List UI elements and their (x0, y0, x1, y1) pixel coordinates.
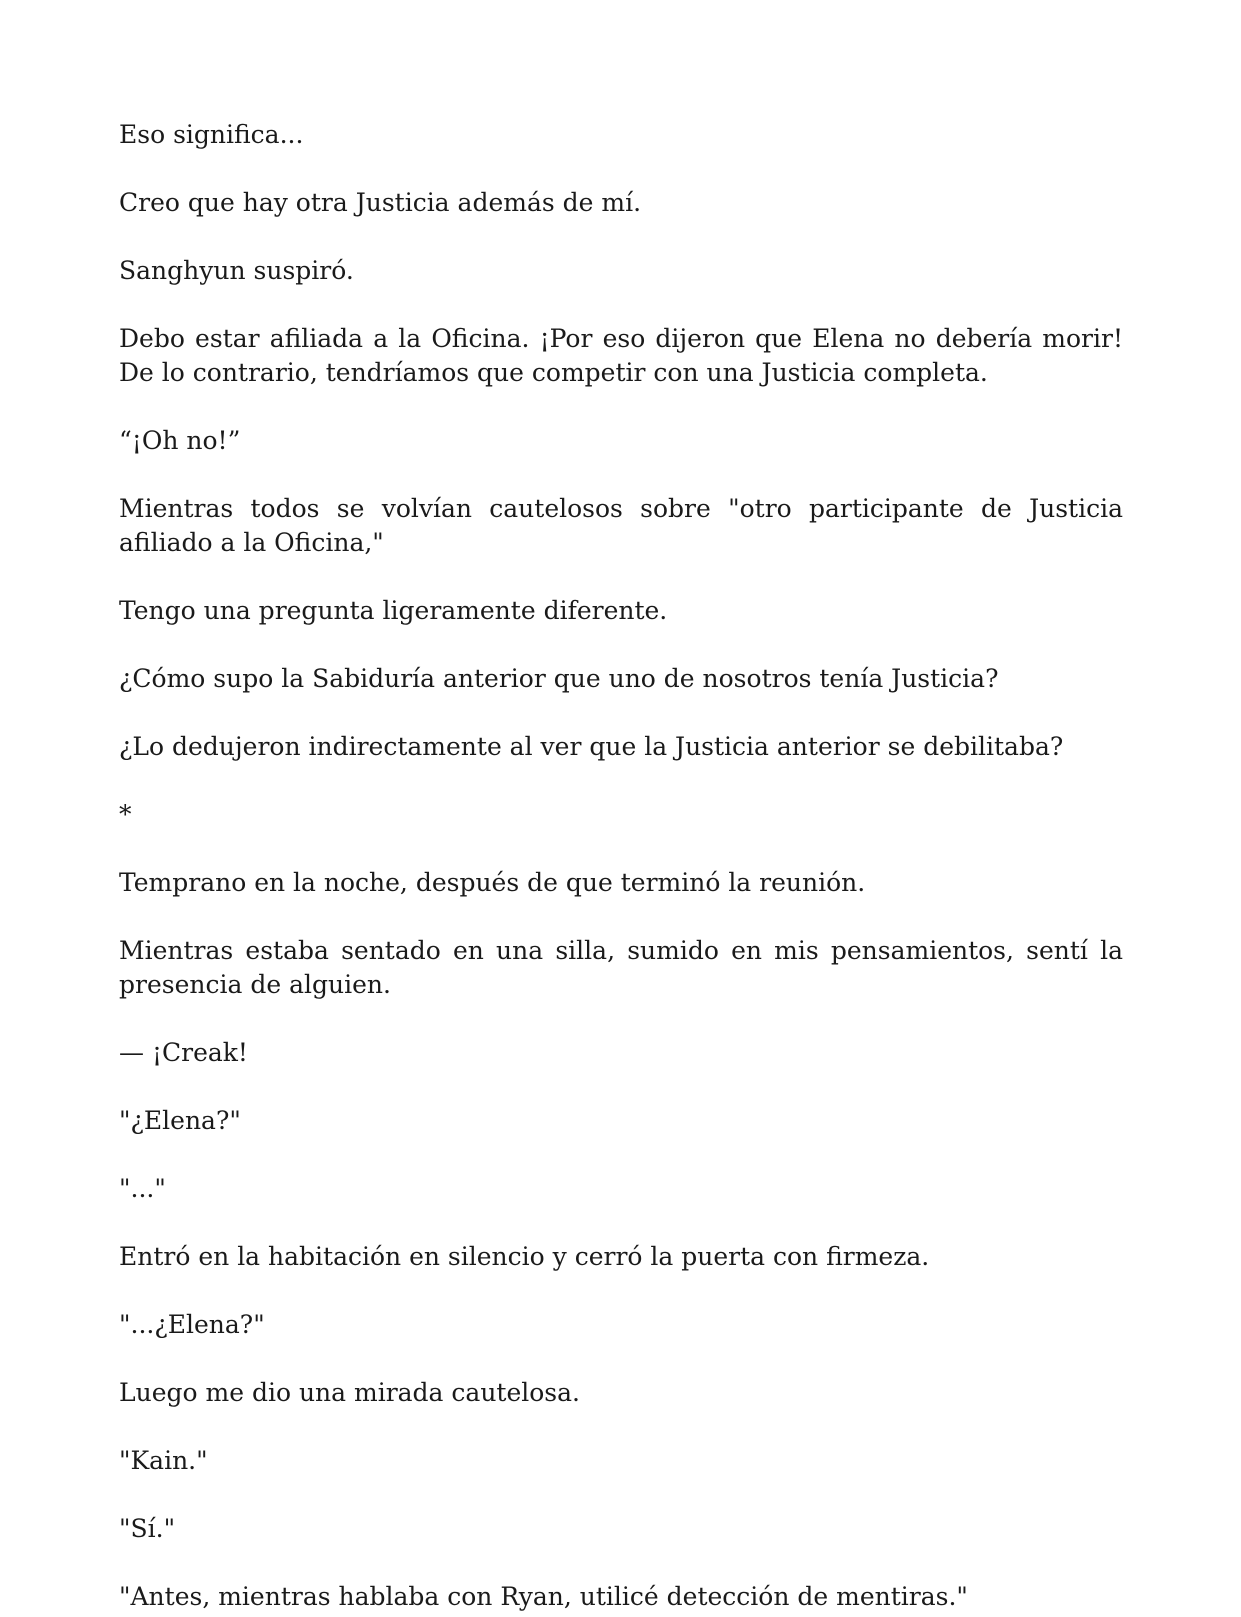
paragraph: "..." (119, 1174, 166, 1203)
paragraph: Entró en la habitación en silencio y cerró la puerta con firmeza. (119, 1242, 930, 1271)
paragraph: ¿Lo dedujeron indirectamente al ver que la Justicia anterior se debilitaba? (119, 732, 1064, 761)
paragraph: — ¡Creak! (119, 1038, 248, 1067)
paragraph: "Sí." (119, 1514, 176, 1543)
paragraph: Creo que hay otra Justicia además de mí. (119, 188, 642, 217)
paragraph: "Antes, mientras hablaba con Ryan, utilicé detección de mentiras." (119, 1582, 968, 1611)
paragraph: Eso significa... (119, 120, 304, 149)
paragraph: "Kain." (119, 1446, 208, 1475)
document-body (119, 118, 1123, 1617)
paragraph: ¿Cómo supo la Sabiduría anterior que uno de nosotros tenía Justicia? (119, 664, 999, 693)
paragraph: Tengo una pregunta ligeramente diferente. (119, 596, 668, 625)
paragraph: Sanghyun suspiró. (119, 256, 354, 285)
scene-break: * (119, 800, 132, 829)
paragraph: Debo estar afiliada a la Oficina. ¡Por eso dijeron que Elena no debería morir! De lo contrario, tendríamos que competir con una Justicia completa. (119, 324, 1123, 387)
paragraph: Mientras todos se volvían cautelosos sobre "otro participante de Justicia afiliado a la Oficina," (119, 494, 1123, 557)
paragraph: "¿Elena?" (119, 1106, 241, 1135)
paragraph: “¡Oh no!” (119, 426, 241, 455)
paragraph: Temprano en la noche, después de que terminó la reunión. (119, 868, 866, 897)
paragraph: Mientras estaba sentado en una silla, sumido en mis pensamientos, sentí la presencia de alguien. (119, 936, 1123, 999)
paragraph: "...¿Elena?" (119, 1310, 265, 1339)
paragraph: Luego me dio una mirada cautelosa. (119, 1378, 580, 1407)
